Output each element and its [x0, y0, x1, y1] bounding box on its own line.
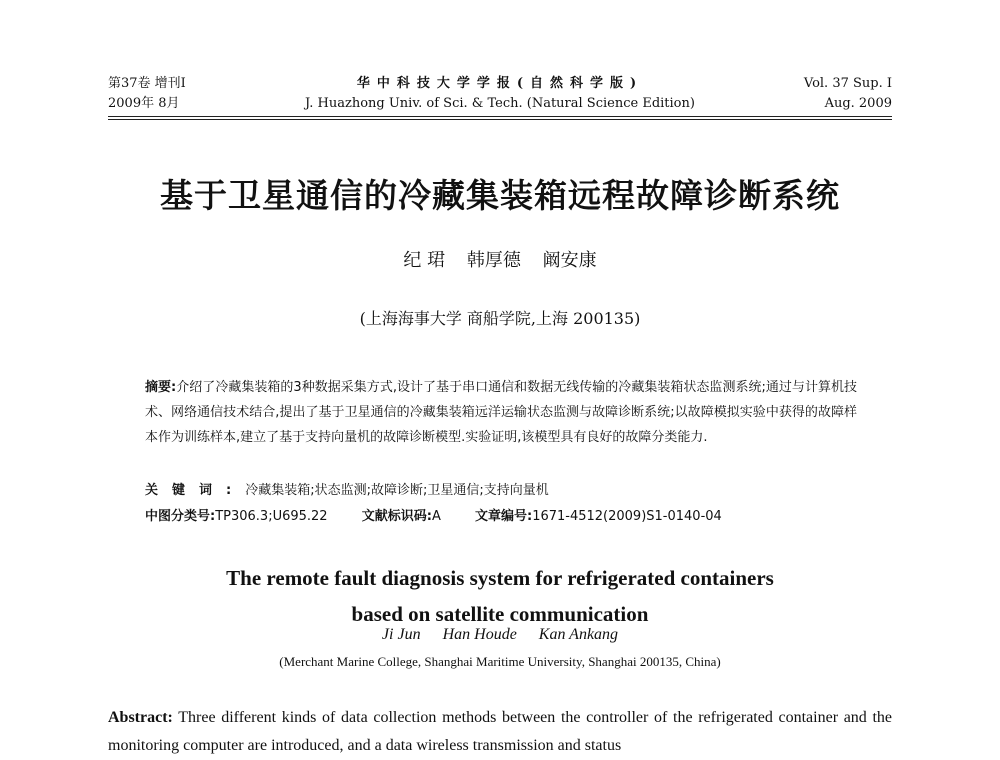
abstract-cn-label: 摘要: [145, 380, 177, 395]
author-cn-1: 纪 珺 [403, 250, 446, 271]
running-header [108, 74, 892, 116]
article-number-value: 1671-4512(2009)S1-0140-04 [532, 509, 722, 524]
header-volume-info-en [804, 74, 892, 114]
header-date: 2009年 8月 [108, 96, 180, 111]
author-en-1: Ji Jun [381, 626, 421, 643]
article-number-label: 文章编号: [474, 509, 533, 524]
author-en-2: Han Houde [442, 626, 517, 643]
abstract-english [108, 704, 892, 760]
header-rule-top [108, 116, 892, 117]
doc-code-label: 文献标识码: [361, 509, 432, 524]
author-cn-3: 阚安康 [542, 250, 597, 271]
author-en-3: Kan Ankang [538, 626, 619, 643]
authors-chinese [0, 246, 1000, 272]
header-date-en: Aug. 2009 [824, 96, 892, 111]
header-volume: 第37卷 增刊Ⅰ [108, 76, 186, 91]
clc-label: 中图分类号: [145, 509, 216, 524]
keywords-cn-text: 冷藏集装箱;状态监测;故障诊断;卫星通信;支持向量机 [245, 483, 549, 498]
clc-value: TP306.3;U695.22 [215, 509, 328, 524]
abstract-cn-text: 介绍了冷藏集装箱的3种数据采集方式,设计了基于串口通信和数据无线传输的冷藏集装箱状态监测系统;通过与计算机技术、网络通信技术结合,提出了基于卫星通信的冷藏集装箱远洋运输状态监测与故障诊断系统;以故障模拟实验中获得的故障样本作为训练样本,建立了基于支持向量机的故障诊断模型.实验证明,该模型具有良好的故障分类能力. [145, 380, 857, 445]
header-volume-en: Vol. 37 Sup. Ⅰ [803, 76, 892, 91]
abstract-chinese [145, 375, 857, 450]
authors-english [0, 626, 1000, 644]
article-number-group [475, 509, 722, 524]
affiliation-english: (Merchant Marine College, Shanghai Maritime University, Shanghai 200135, China) [279, 654, 721, 669]
abstract-en-text: Three different kinds of data collection methods between the controller of the refrigerated container and the monitoring computer are introduced, and a data wireless transmission and status [108, 709, 893, 754]
abstract-en-label: Abstract: [108, 709, 173, 726]
doc-code-value: A [431, 509, 441, 524]
header-journal-en: J. Huazhong Univ. of Sci. & Tech. (Natural Science Edition) [305, 96, 695, 111]
keywords-cn-label: 关键词: [145, 483, 246, 498]
keywords-chinese [145, 479, 857, 498]
classification-line [145, 505, 857, 524]
doc-code-group [362, 509, 441, 524]
title-chinese: 基于卫星通信的冷藏集装箱远程故障诊断系统 [160, 176, 840, 215]
affiliation-chinese: (上海海事大学 商船学院,上海 200135) [359, 309, 641, 328]
title-english [0, 560, 1000, 632]
title-en-line2: based on satellite communication [351, 602, 649, 626]
author-cn-2: 韩厚德 [466, 250, 521, 271]
clc-group [145, 509, 328, 524]
title-en-line1: The remote fault diagnosis system for refrigerated containers [226, 566, 774, 590]
header-rule-bottom [108, 119, 892, 120]
header-journal [108, 74, 892, 114]
header-journal-cn: 华中科技大学学报(自然科学版) [356, 76, 644, 91]
